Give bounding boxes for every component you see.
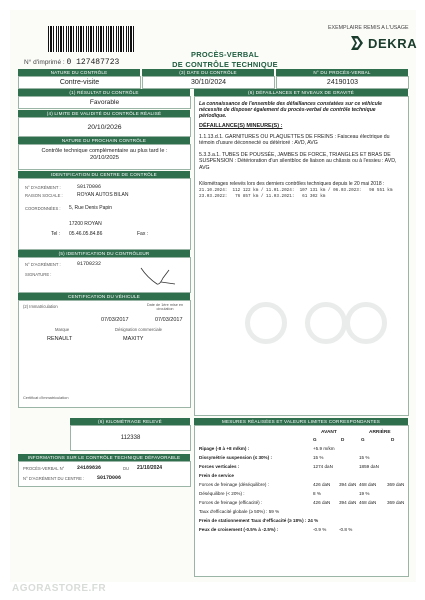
measure-row: [195, 491, 407, 498]
center-header: IDENTIFICATION DU CENTRE DE CONTRÔLE: [18, 171, 190, 178]
meas-arriere-label: ARRIÈRE: [369, 430, 391, 435]
proces-verbal-page: [10, 10, 416, 582]
measure-value-3: 468 daN: [359, 482, 377, 487]
controleur-signature-label: SIGNATURE :: [25, 272, 52, 277]
measures-box: [194, 425, 409, 577]
center-raison-label: RAISON SOCIALE :: [25, 193, 63, 198]
center-coord-label: COORDONNÉES :: [25, 206, 61, 211]
meas-arriere-d: D: [391, 437, 395, 442]
measure-value-4: 369 daN: [387, 482, 405, 487]
measure-value-1: -0.9 %: [313, 527, 327, 532]
exemplaire-label: EXEMPLAIRE REMIS A L'USAGE: [328, 25, 409, 31]
vehicle-cell: [18, 300, 191, 408]
validity-cell: [18, 117, 191, 137]
km-history-row-1: 21.10.2024: 112 122 km / 11.01.2024: 107 131 km / 06.03.2023: 98 551 km: [199, 188, 393, 193]
defaillances-box: [194, 96, 409, 416]
measure-row: [195, 500, 407, 507]
footer-watermark: AGORASTORE.FR: [12, 583, 107, 594]
measure-value-1: 1274 daN: [313, 464, 333, 469]
info-pv-label: PROCÈS-VERBAL N°: [23, 466, 65, 471]
measure-label: Forces verticales :: [199, 464, 240, 469]
info-cell: [18, 461, 191, 487]
result-cell: [18, 96, 191, 109]
measure-label: Forces de freinage (efficacité) :: [199, 500, 263, 505]
vehicle-designation-label: Désignation commerciale: [115, 327, 163, 332]
measure-value-3: 15 %: [359, 455, 370, 460]
measure-value-4: 369 daN: [387, 500, 405, 505]
measure-value-2: 394 daN: [339, 482, 357, 487]
watermark-ring-3: [345, 302, 387, 344]
next-control-text: Contrôle technique complémentaire au plus tard le :: [41, 148, 168, 154]
dekra-logo-text: DEKRA: [368, 35, 418, 51]
measure-value-2: 394 daN: [339, 500, 357, 505]
result-value: Favorable: [89, 99, 120, 106]
watermark-ring-1: [245, 302, 287, 344]
vehicle-date-2: 07/03/2017: [155, 317, 183, 323]
measure-label: Forces de freinage (déséquilibre) :: [199, 482, 269, 487]
center-agrement-value: S017D006: [77, 184, 102, 190]
nature-cell: [18, 76, 141, 89]
measure-row: [195, 509, 407, 516]
info-header: INFORMATIONS SUR LE CONTRÔLE TECHNIQUE DÉFAVORABLE: [18, 454, 190, 461]
measures-header: MESURES RÉALISÉES ET VALEURS LIMITES CORRESPONDANTES: [194, 418, 408, 425]
meas-avant-g: G: [313, 437, 317, 442]
km-cell: [70, 425, 191, 451]
km-history-row-2: 23.03.2022: 76 857 km / 11.03.2021: 61 302 km: [199, 194, 326, 199]
imprime-value: 0 127487723: [66, 58, 120, 67]
next-control-cell: [18, 144, 191, 170]
center-agrement-label: N° D'AGRÉMENT :: [25, 185, 61, 190]
dekra-logo-icon: [350, 35, 364, 51]
next-control-header: NATURE DU PROCHAIN CONTRÔLE: [18, 137, 190, 144]
measure-label: Frein de stationnement Taux d'efficacité (≥ 18%) : 24 %: [199, 518, 319, 523]
defaillances-intro: La connaissance de l'ensemble des défaillances constatées sur ce véhicule nécessite de disposer également du procès-verbal de contrôle technique périodique.: [199, 101, 382, 120]
measure-row: [195, 518, 407, 525]
center-tel-value: 05.46.05.84.86: [69, 231, 103, 237]
measure-row: [195, 527, 407, 534]
pv-header: N° DU PROCÈS-VERBAL: [276, 69, 408, 76]
meas-avant-d: D: [341, 437, 345, 442]
measure-value-1: 15 %: [313, 455, 324, 460]
vehicle-immat-label: (2) Immatriculation: [23, 304, 58, 309]
date-value: 30/10/2024: [190, 79, 227, 86]
imprime-label: N° d'imprimé :: [24, 59, 65, 66]
measure-value-1: +5.9 m/km: [313, 446, 335, 451]
info-du-label: DU: [123, 466, 130, 471]
nature-header: NATURE DU CONTRÔLE: [18, 69, 140, 76]
center-cell: [18, 178, 191, 250]
validity-header: (4) LIMITE DE VALIDITÉ DU CONTRÔLE RÉALISÉ: [18, 110, 190, 117]
vehicle-marque-value: RENAULT: [47, 336, 73, 342]
measure-label: Feux de croisement (-0.5% à -2.5%) :: [199, 527, 279, 532]
date-header: (3) DATE DU CONTRÔLE: [142, 69, 274, 76]
measure-row: [195, 464, 407, 471]
measure-value-2: -0.8 %: [339, 527, 353, 532]
center-tel-label: Tel :: [51, 231, 61, 237]
result-header: (1) RÉSULTAT DU CONTRÔLE: [18, 89, 190, 96]
imprime-number: [24, 58, 119, 67]
barcode: [48, 26, 134, 52]
measure-label: Déséquilibre (< 20%) :: [199, 491, 245, 496]
watermark-ring-2: [305, 302, 347, 344]
pv-value: 24190103: [326, 79, 359, 86]
measure-row: [195, 482, 407, 489]
measure-label: Taux d'efficacité globale (≥ 50%) : 59 %: [199, 509, 280, 514]
measure-label: Frein de service: [199, 473, 234, 478]
measure-row: [195, 446, 407, 453]
meas-avant-label: AVANT: [321, 430, 337, 435]
measure-value-1: 426 daN: [313, 482, 331, 487]
pv-cell: [276, 76, 409, 89]
measure-value-1: 426 daN: [313, 500, 331, 505]
km-history-intro: Kilométrages relevés lors des derniers contrôles techniques depuis le 20 mai 2018 :: [199, 181, 385, 187]
km-header: (6) KILOMÉTRAGE RELEVÉ: [70, 418, 190, 425]
controleur-agrement-value: 017D0232: [77, 261, 102, 267]
center-address: 5, Rue Denis Papin: [69, 205, 113, 211]
center-city: 17200 ROYAN: [69, 221, 102, 227]
controleur-agrement-label: N° D'AGRÉMENT :: [25, 262, 61, 267]
vehicle-date-1: 07/03/2017: [101, 317, 129, 323]
defaillance-item-1: 1.1.13.d.1. GARNITURES OU PLAQUETTES DE FREINS : Faisceau électrique du témoin d'usure déconnecté ou détérioré : AVD, AVG: [199, 134, 390, 147]
title-line-2: DE CONTRÔLE TECHNIQUE: [172, 60, 278, 69]
info-du-value: 21/10/2024: [137, 465, 163, 471]
center-raison-value: ROYAN AUTOS BILAN: [77, 192, 129, 198]
document-title: [160, 50, 290, 70]
center-fax-label: Fax :: [137, 231, 149, 237]
vehicle-certificat-label: Certificat d'immatriculation: [23, 395, 69, 400]
next-control-date: 20/10/2025: [89, 155, 119, 161]
vehicle-marque-label: Marque: [55, 327, 70, 332]
measure-value-3: 468 daN: [359, 500, 377, 505]
measure-label: Ripage (-8 à +8 m/km) :: [199, 446, 250, 451]
signature-icon: [139, 264, 179, 288]
validity-value: 20/10/2026: [87, 124, 122, 131]
km-value: 112338: [120, 435, 141, 441]
title-line-1: PROCÈS-VERBAL: [191, 50, 259, 59]
defaillances-header: (6) DÉFAILLANCES ET NIVEAUX DE GRAVITÉ: [194, 89, 408, 96]
defaillance-item-2: 5.3.3.a.1. TUBES DE POUSSÉE, JAMBES DE FORCE, TRIANGLES ET BRAS DE SUSPENSION : Détérioration d'un silentbloc de liaison au châssis ou à l'essieu : AVD, AVG: [199, 152, 397, 171]
measure-row: [195, 473, 407, 480]
vehicle-header: CENTIFICATION DU VÉHICULE: [18, 293, 190, 300]
measure-value-3: 19 %: [359, 491, 370, 496]
date-cell: [142, 76, 275, 89]
measure-row: [195, 455, 407, 462]
nature-value: Contre-visite: [59, 79, 100, 86]
dekra-logo: [350, 35, 417, 51]
meas-arriere-g: G: [361, 437, 365, 442]
vehicle-model-value: MAXITY: [123, 336, 144, 342]
info-agrement-value: S017D006: [97, 475, 122, 481]
info-pv-value: 24189836: [77, 465, 102, 471]
vehicle-first-circ-label: Date de 1ère mise en circulation: [146, 303, 184, 311]
controleur-header: (5) IDENTIFICATION DU CONTRÔLEUR: [18, 250, 190, 257]
controleur-cell: [18, 257, 191, 293]
measure-value-3: 1859 daN: [359, 464, 379, 469]
info-agrement-label: N° D'AGRÉMENT DU CENTRE :: [23, 476, 85, 481]
measure-label: Dissymétrie suspension (≤ 30%) :: [199, 455, 272, 460]
defaillances-title: DÉFAILLANCE(S) MINEURE(S) :: [199, 123, 283, 129]
measure-value-1: 8 %: [313, 491, 321, 496]
